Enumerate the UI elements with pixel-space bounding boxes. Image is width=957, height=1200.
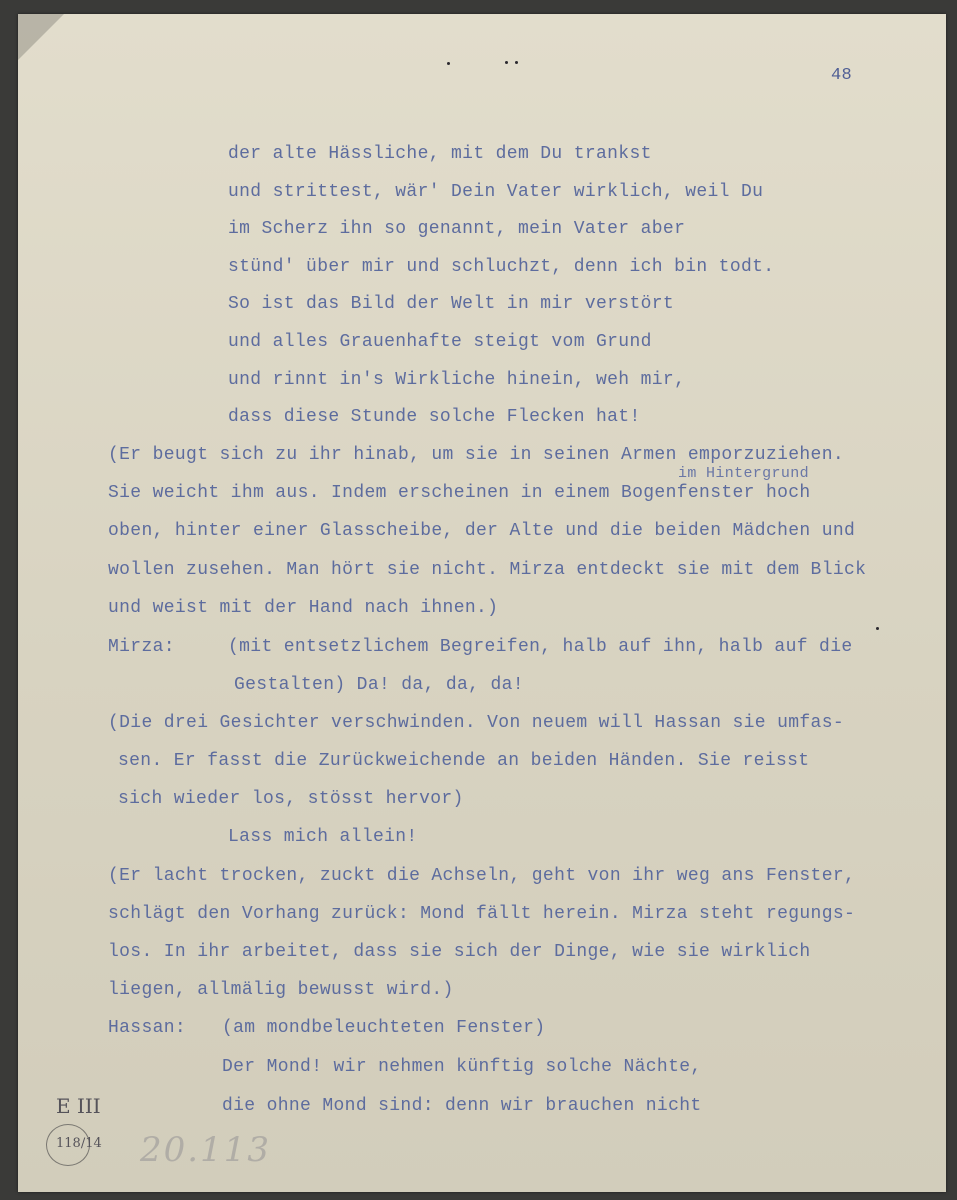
stage-direction-line: los. In ihr arbeitet, dass sie sich der Dinge, wie sie wirklich — [108, 942, 811, 962]
text-line: der alte Hässliche, mit dem Du trankst — [228, 144, 652, 164]
stage-direction-line: (Er beugt sich zu ihr hinab, um sie in seinen Armen emporzuziehen. — [108, 445, 845, 465]
stage-direction-line: (Er lacht trocken, zuckt die Achseln, geht von ihr weg ans Fenster, — [108, 866, 856, 886]
folded-corner — [18, 14, 64, 60]
text-line: dass diese Stunde solche Flecken hat! — [228, 407, 641, 427]
text-line: Lass mich allein! — [228, 827, 418, 847]
page-number: 48 — [831, 66, 853, 85]
archive-shelfmark: E III — [56, 1094, 101, 1118]
archive-folio: 118/14 — [56, 1136, 102, 1151]
stage-direction-line: sich wieder los, stösst hervor) — [118, 789, 464, 809]
stage-direction-line: und weist mit der Hand nach ihnen.) — [108, 598, 499, 618]
stage-direction-line: Sie weicht ihm aus. Indem erscheinen in einem Bogenfenster hoch — [108, 483, 811, 503]
stage-direction-line: oben, hinter einer Glasscheibe, der Alte und die beiden Mädchen und — [108, 521, 856, 541]
text-line: Der Mond! wir nehmen künftig solche Nächte, — [222, 1057, 702, 1077]
ink-speck — [876, 627, 879, 630]
ink-speck — [515, 61, 518, 64]
text-line: und alles Grauenhafte steigt vom Grund — [228, 332, 652, 352]
ink-speck — [447, 62, 450, 65]
text-line: stünd' über mir und schluchzt, denn ich bin todt. — [228, 257, 775, 277]
speaker-label: Hassan: — [108, 1018, 187, 1038]
text-line: (am mondbeleuchteten Fenster) — [222, 1018, 546, 1038]
text-line: und rinnt in's Wirkliche hinein, weh mir, — [228, 370, 686, 390]
ink-speck — [505, 61, 508, 64]
text-line: im Scherz ihn so genannt, mein Vater aber — [228, 219, 686, 239]
speaker-label: Mirza: — [108, 637, 175, 657]
archive-signature: 20.113 — [140, 1130, 271, 1170]
text-line: und strittest, wär' Dein Vater wirklich, weil Du — [228, 182, 764, 202]
text-line: So ist das Bild der Welt in mir verstört — [228, 294, 675, 314]
text-line: Gestalten) Da! da, da, da! — [234, 675, 524, 695]
stage-direction-line: wollen zusehen. Man hört sie nicht. Mirza entdeckt sie mit dem Blick — [108, 560, 867, 580]
stage-direction-line: liegen, allmälig bewusst wird.) — [108, 980, 454, 1000]
stage-direction-line: schlägt den Vorhang zurück: Mond fällt herein. Mirza steht regungs- — [108, 904, 856, 924]
text-line: die ohne Mond sind: denn wir brauchen nicht — [222, 1096, 702, 1116]
stage-direction-line: sen. Er fasst die Zurückweichende an beiden Händen. Sie reisst — [118, 751, 810, 771]
handwritten-insertion: im Hintergrund — [678, 465, 809, 482]
text-line: (mit entsetzlichem Begreifen, halb auf ihn, halb auf die — [228, 637, 853, 657]
stage-direction-line: (Die drei Gesichter verschwinden. Von neuem will Hassan sie umfas- — [108, 713, 845, 733]
